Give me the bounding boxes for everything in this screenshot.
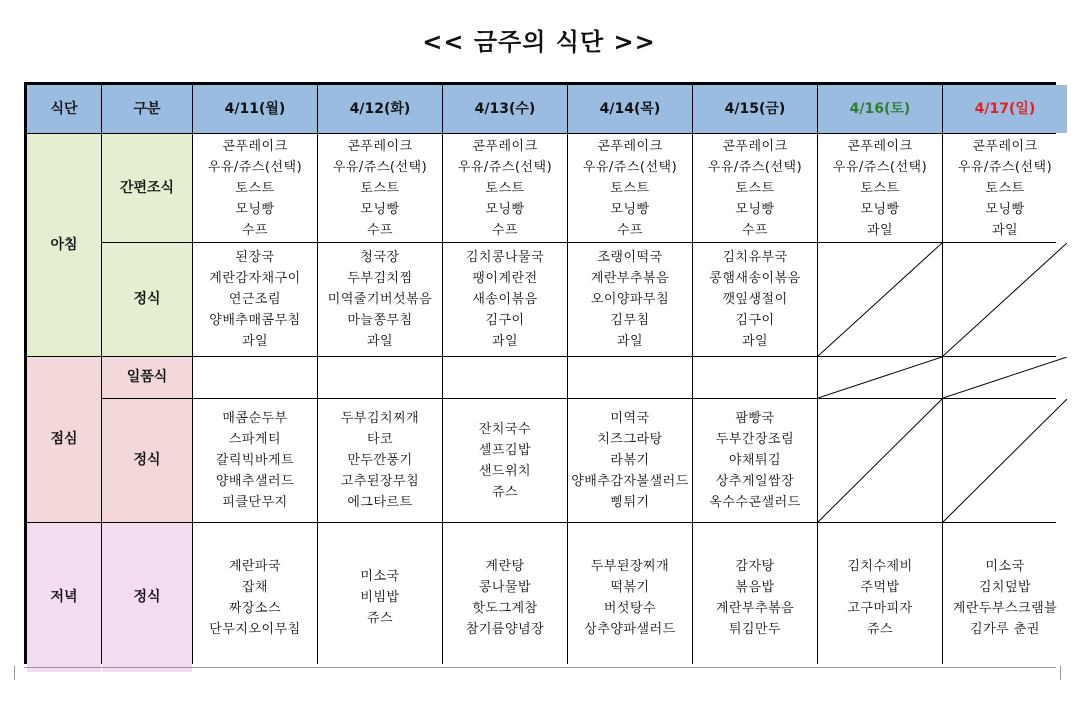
menu-item: 우유/쥬스(선택) [957,159,1053,175]
menu-item: 고구마피자 [847,600,913,616]
dinner-set-wed [443,523,567,672]
menu-item: 매콤순두부 [222,411,288,426]
menu-item: 우유/쥬스(선택) [707,159,803,175]
menu-item: 과일 [991,222,1019,238]
dinner-set-sat [818,523,942,672]
menu-item: 두부간장조림 [715,432,795,447]
menu-item: 토스트 [985,180,1025,196]
menu-item: 과일 [491,334,519,349]
header-day-mon: 4/11(월) [193,85,317,133]
menu-item: 새송이볶음 [472,292,538,307]
menu-item: 청국장 [360,250,400,265]
menu-item: 모닝빵 [985,201,1025,217]
category-breakfast-set: 정식 [102,243,192,356]
page-title: << 금주의 식단 >> [422,28,656,56]
breakfast-set-mon [193,243,317,356]
menu-item: 수프 [491,222,519,238]
menu-item: 깻잎생절이 [722,292,788,307]
menu-item: 계란파국 [228,558,282,574]
menu-item: 양배추매콤무침 [209,313,301,328]
menu-item: 고추된장무침 [340,474,420,489]
menu-item: 수프 [366,222,394,238]
page-bottom-rule [24,667,1056,668]
lunch-set-tue [318,399,442,522]
meal-label-dinner: 저녁 [27,523,101,672]
menu-item: 라볶기 [610,453,650,468]
empty-cell-diagonal [818,399,942,522]
menu-item: 토스트 [735,180,775,196]
menu-item: 잡채 [241,579,269,595]
header-day-tue: 4/12(화) [318,85,442,133]
menu-item: 미소국 [985,558,1025,574]
empty-cell-diagonal [943,243,1067,356]
menu-item: 쥬스 [366,611,394,626]
single-dish-mon [193,357,317,398]
category-dinner-set: 정식 [102,523,192,672]
menu-item: 주먹밥 [860,579,900,595]
menu-item: 우유/쥬스(선택) [832,159,928,175]
menu-item: 상추게일쌈장 [715,474,795,489]
empty-cell-diagonal [818,243,942,356]
menu-item: 만두깐풍기 [347,453,413,468]
header-day-wed: 4/13(수) [443,85,567,133]
menu-item: 양배추샐러드 [215,474,295,489]
menu-item: 팜빵국 [735,411,775,426]
menu-item: 오이양파무침 [590,292,670,307]
menu-item: 마늘쫑무침 [347,313,413,328]
breakfast-set-fri [693,243,817,356]
menu-item: 김치수제비 [847,558,913,574]
menu-item: 콘푸레이크 [347,138,413,154]
menu-item: 과일 [741,334,769,349]
menu-item: 쥬스 [491,484,519,500]
menu-item: 모닝빵 [485,201,525,217]
menu-item: 단무지오이무침 [209,621,301,637]
meal-label-lunch: 점심 [27,357,101,522]
menu-item: 토스트 [860,180,900,196]
menu-item: 계란감자채구이 [209,271,301,286]
menu-item: 콩햄새송이볶음 [709,271,801,286]
menu-item: 콘푸레이크 [972,138,1038,154]
menu-item: 연근조림 [228,292,282,307]
menu-item: 과일 [366,334,394,349]
menu-item: 스파게티 [228,432,282,447]
menu-item: 버섯탕수 [603,600,657,616]
weekly-menu-table [24,82,1056,664]
menu-item: 피클단무지 [222,495,288,510]
menu-item: 샌드위치 [478,463,532,479]
breakfast-simple-thu [568,134,692,242]
lunch-set-wed [443,399,567,522]
dinner-set-thu [568,523,692,672]
menu-item: 김치유부국 [722,250,788,265]
menu-item: 우유/쥬스(선택) [207,159,303,175]
menu-item: 참기름양념장 [465,621,545,637]
menu-item: 과일 [616,334,644,349]
header-day-sat: 4/16(토) [818,85,942,133]
menu-item: 김치콩나물국 [465,250,545,265]
menu-item: 토스트 [485,180,525,196]
menu-item: 우유/쥬스(선택) [332,159,428,175]
menu-item: 된장국 [235,250,275,265]
header-day-thu: 4/14(목) [568,85,692,133]
menu-item: 콘푸레이크 [597,138,663,154]
menu-item: 계란탕 [485,558,525,574]
breakfast-simple-mon [193,134,317,242]
header-category: 구분 [102,85,192,133]
header-day-fri: 4/15(금) [693,85,817,133]
menu-item: 두부김치찜 [347,271,413,286]
breakfast-set-tue [318,243,442,356]
menu-item: 팽이계란전 [472,271,538,286]
menu-item: 미역줄기버섯볶음 [327,292,433,307]
menu-item: 야채튀김 [728,453,782,468]
breakfast-simple-tue [318,134,442,242]
menu-item: 모닝빵 [860,201,900,217]
menu-item: 우유/쥬스(선택) [457,159,553,175]
single-dish-thu [568,357,692,398]
menu-item: 갈릭빅바게트 [215,453,295,468]
menu-item: 콘푸레이크 [847,138,913,154]
category-lunch-set: 정식 [102,399,192,522]
menu-item: 튀김만두 [728,621,782,637]
menu-item: 콘푸레이크 [722,138,788,154]
single-dish-tue [318,357,442,398]
menu-item: 콩나물밥 [478,579,532,595]
menu-item: 조랭이떡국 [597,250,663,265]
menu-item: 옥수수콘샐러드 [709,495,801,510]
header-meal: 식단 [27,85,101,133]
menu-item: 볶음밥 [735,579,775,595]
dinner-set-sun [943,523,1067,672]
menu-item: 김구이 [735,313,775,328]
menu-item: 비빔밥 [360,590,400,605]
single-dish-fri [693,357,817,398]
menu-item: 수프 [616,222,644,238]
lunch-set-mon [193,399,317,522]
breakfast-simple-sat [818,134,942,242]
menu-item: 모닝빵 [735,201,775,217]
menu-item: 콘푸레이크 [222,138,288,154]
menu-item: 콘푸레이크 [472,138,538,154]
menu-item: 미역국 [610,411,650,426]
page-corner-mark [6,666,15,680]
menu-item: 우유/쥬스(선택) [582,159,678,175]
menu-item: 계란부추볶음 [715,600,795,616]
header-day-sun: 4/17(일) [943,85,1067,133]
menu-item: 상추양파샐러드 [584,621,676,637]
menu-item: 과일 [241,334,269,349]
menu-item: 두부된장찌개 [590,558,670,574]
menu-item: 과일 [866,222,894,238]
menu-item: 감자탕 [735,558,775,574]
menu-item: 양배추감자볼샐러드 [571,474,689,489]
breakfast-set-wed [443,243,567,356]
menu-item: 토스트 [360,180,400,196]
menu-item: 타코 [366,432,394,447]
meal-label-breakfast: 아침 [27,134,101,356]
category-single-dish: 일품식 [102,357,192,398]
lunch-set-thu [568,399,692,522]
menu-item: 떡볶기 [610,579,650,595]
menu-item: 토스트 [235,180,275,196]
category-simple-breakfast: 간편조식 [102,134,192,242]
page-corner-mark [1060,666,1069,680]
menu-item: 잔치국수 [478,421,532,437]
menu-item: 두부김치찌개 [340,411,420,426]
menu-item: 에그타르트 [347,495,413,510]
menu-item: 모닝빵 [610,201,650,217]
menu-item: 김가루 춘권 [970,621,1040,637]
menu-item: 김구이 [485,313,525,328]
empty-cell-diagonal [943,357,1067,398]
breakfast-simple-fri [693,134,817,242]
breakfast-simple-wed [443,134,567,242]
menu-item: 수프 [241,222,269,238]
menu-item: 모닝빵 [235,201,275,217]
menu-item: 쥬스 [866,621,894,637]
menu-item: 토스트 [610,180,650,196]
dinner-set-mon [193,523,317,672]
breakfast-set-thu [568,243,692,356]
dinner-set-tue [318,523,442,672]
menu-item: 셀프김밥 [478,442,532,458]
menu-item: 핫도그계참 [472,600,538,616]
lunch-set-fri [693,399,817,522]
empty-cell-diagonal [943,399,1067,522]
breakfast-simple-sun [943,134,1067,242]
menu-item: 계란두부스크램블 [952,600,1058,616]
menu-item: 모닝빵 [360,201,400,217]
menu-item: 치즈그라탕 [597,432,663,447]
dinner-set-fri [693,523,817,672]
menu-item: 삥튀기 [610,495,650,510]
empty-cell-diagonal [818,357,942,398]
single-dish-wed [443,357,567,398]
menu-item: 수프 [741,222,769,238]
menu-item: 짜장소스 [228,600,282,616]
menu-item: 김무침 [610,313,650,328]
menu-item: 미소국 [360,569,400,584]
menu-item: 계란부추볶음 [590,271,670,286]
menu-item: 김치덮밥 [978,579,1032,595]
